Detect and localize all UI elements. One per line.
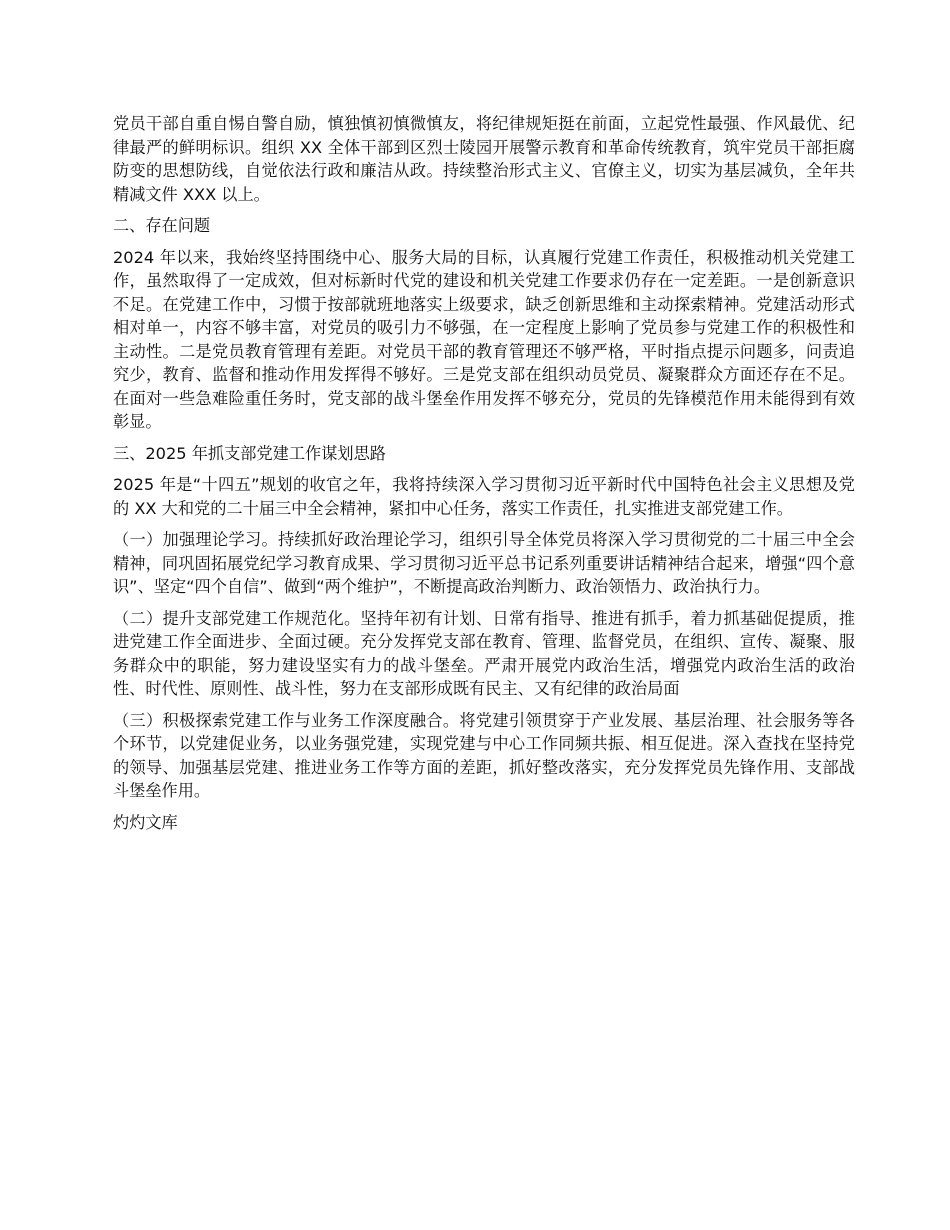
paragraph-plan-intro: 2025 年是“十四五”规划的收官之年，我将持续深入学习贯彻习近平新时代中国特色社会主义思想及党的 XX 大和党的二十届三中全会精神，紧扣中心任务，落实工作责任，扎实推进支部党建工作。 [113, 475, 855, 518]
paragraph-integration: （三）积极探索党建工作与业务工作深度融合。将党建引领贯穿于产业发展、基层治理、社会服务等各个环节，以党建促业务，以业务强党建，实现党建与中心工作同频共振、相互促进。深入查找在坚持党的领导、加强基层党建、推进业务工作等方面的差距，抓好整改落实，充分发挥党员先锋作用、支部战斗堡垒作用。 [113, 710, 855, 800]
footer-brand-text: 灼灼文库 [113, 812, 178, 832]
paragraph-problems: 2024 年以来，我始终坚持围绕中心、服务大局的目标，认真履行党建工作责任，积极推动机关党建工作，虽然取得了一定成效，但对标新时代党的建设和机关党建工作要求仍存在一定差距。一是创新意识不足。在党建工作中，习惯于按部就班地落实上级要求，缺乏创新思维和主动探索精神。党建活动形式相对单一，内容不够丰富，对党员的吸引力不够强，在一定程度上影响了党员参与党建工作的积极性和主动性。二是党员教育管理有差距。对党员干部的教育管理还不够严格，平时指点提示问题多，问责追究少，教育、监督和推动作用发挥得不够好。三是党支部在组织动员党员、凝聚群众方面还存在不足。在面对一些急难险重任务时，党支部的战斗堡垒作用发挥不够充分，党员的先锋模范作用未能得到有效彰显。 [113, 247, 855, 431]
paragraph-standardization: （二）提升支部党建工作规范化。坚持年初有计划、日常有指导、推进有抓手，着力抓基础促提质，推进党建工作全面进步、全面过硬。充分发挥党支部在教育、管理、监督党员，在组织、宣传、凝聚、服务群众中的职能，努力建设坚实有力的战斗堡垒。严肃开展党内政治生活，增强党内政治生活的政治性、时代性、原则性、战斗性，努力在支部形成既有民主、又有纪律的政治局面 [113, 608, 855, 698]
paragraph-discipline: 党员干部自重自惕自警自励，慎独慎初慎微慎友，将纪律规矩挺在前面，立起党性最强、作风最优、纪律最严的鲜明标识。组织 XX 全体干部到区烈士陵园开展警示教育和革命传统教育，筑牢党员干部拒腐防变的思想防线，自觉依法行政和廉洁从政。持续整治形式主义、官僚主义，切实为基层减负，全年共精减文件 XXX 以上。 [113, 114, 855, 204]
section-heading-plan-2025: 三、2025 年抓支部党建工作谋划思路 [113, 443, 386, 463]
section-heading-problems: 二、存在问题 [113, 216, 211, 235]
document-page [113, 112, 855, 834]
paragraph-theory-study: （一）加强理论学习。持续抓好政治理论学习，组织引导全体党员将深入学习贯彻党的二十届三中全会精神，同巩固拓展党纪学习教育成果、学习贯彻习近平总书记系列重要讲话精神结合起来，增强“四个意识”、坚定“四个自信”、做到“两个维护”，不断提高政治判断力、政治领悟力、政治执行力。 [113, 530, 855, 596]
